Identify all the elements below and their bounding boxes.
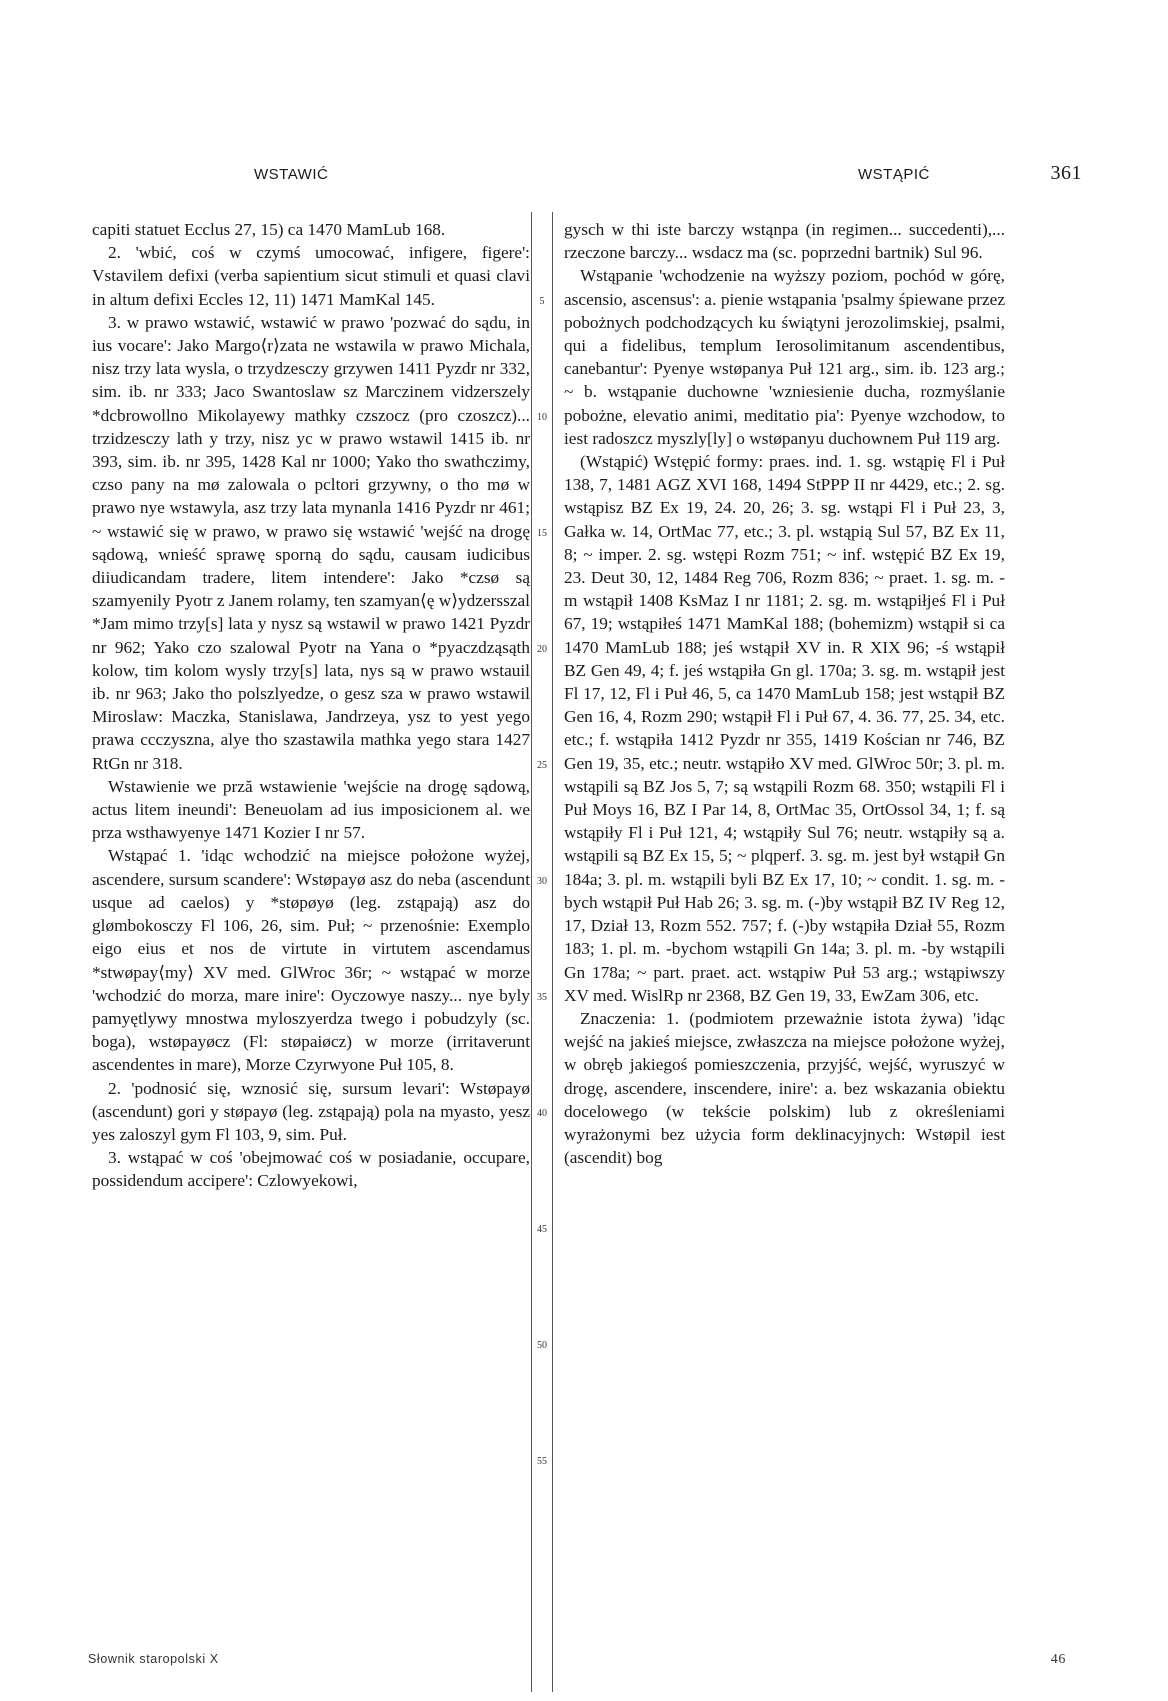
entry-paragraph: (Wstąpić) Wstępić formy: praes. ind. 1. sg. wstąpię Fl i Puł 138, 7, 1481 AGZ XVI 168, 1494 StPPP II nr 4429, etc.; 2. sg. wstąpisz BZ Ex 19, 24. 20, 26; 3. sg. wstąpi Fl i Puł 23, 3, Gałka w. 14, OrtMac 77, etc.; 3. pl. wstąpią Sul 57, BZ Ex 11, 8; ~ imper. 2. sg. wstępi Rozm 751; ~ inf. wstępić BZ Ex 19, 23. Deut 30, 12, 1484 Reg 706, Rozm 836; ~ praet. 1. sg. m. -m wstąpił 1408 KsMaz I nr 1181; 2. sg. m. wstąpiłjeś Fl i Puł 67, 19; wstąpiłeś 1471 MamKal 188; (bohemizm) wstąpił si ca 1470 MamLub 188; jeś wstąpił XV in. R XIX 96; -ś wstąpił BZ Gen 49, 4; f. jeś wstąpiła Gn gl. 170a; 3. sg. m. wstąpił jest Fl 17, 12, Fl i Puł 46, 5, ca 1470 MamLub 158; jest wstąpił BZ Gen 16, 4, Rozm 290; wstąpił Fl i Puł 67, 4. 36. 77, 25. 34, etc. etc.; f. wstąpiła 1412 Pyzdr nr 355, 1419 Kościan nr 746, BZ Gen 19, 35, etc.; neutr. wstąpiło XV med. GlWroc 50r; 3. pl. m. wstąpili są BZ Jos 5, 7; są wstąpili Rozm 68. 350; wstąpili Fl i Puł Moys 16, BZ I Par 14, 8, OrtMac 35, OrtOssol 34, 1; f. są wstąpiły Fl i Puł 121, 4; wstąpiły Sul 76; neutr. wstąpiły są a. wstąpili są BZ Ex 15, 5; ~ plqperf. 3. sg. m. jest był wstąpił Gn 184a; 3. pl. m. wstąpili byli BZ Ex 17, 10; ~ condit. 1. sg. m. -bych wstąpił Puł Hab 26; 3. sg. m. (-)by wstąpił BZ IV Reg 12, 17, Dział 13, Rozm 552. 757; f. (-)by wstąpiła Dział 55, Rozm 183; 1. pl. m. -bychom wstąpili Gn 14a; 3. pl. m. -by wstąpili Gn 178a; ~ part. praet. act. wstąpiw Puł 53 arg.; wstąpiwszy XV med. WislRp nr 2368, BZ Gen 19, 33, EwZam 306, etc.: [564, 452, 1005, 1005]
entry-paragraph: Wstąpać 1. 'idąc wchodzić na miejsce położone wyżej, ascendere, sursum scandere': Wstøpayø asz do neba (ascendunt usque ad caelos) y *støpøyø (leg. zstąpają) asz do glømbokosczy Fl 106, 26, sim. Puł; ~ przenośnie: Exemplo eigo eius et nos de virtute in virtutem ascendamus *stwøpay⟨my⟩ XV med. GlWroc 36r; ~ wstąpać w morze 'wchodzić do morza, mare inire': Oyczowye naszy... nye byly pamyętlywy mnostwa myloszyerdza twego i pobudzyly (sc. boga), wstøpayøcz (Fl: støpaiøcz) w morze (irritaverunt ascendentes in mare), Morze Czyrwyone Puł 105, 8.: [92, 846, 530, 1075]
column-rule-right: [552, 212, 553, 1692]
line-number: 35: [537, 992, 547, 1003]
entry-paragraph: 2. 'podnosić się, wznosić się, sursum levari': Wstøpayø (ascendunt) gori y støpayø (leg. zstąpają) pola na myasto, yesz yes zaloszyl gym Fl 103, 9, sim. Puł.: [92, 1078, 530, 1144]
entry-paragraph: 3. wstąpać w coś 'obejmować coś w posiadanie, occupare, possidendum accipere': Czlowyekowi,: [92, 1148, 530, 1191]
page-number: 361: [1050, 162, 1082, 184]
column-rule-left: [531, 212, 532, 1692]
left-column: [92, 218, 530, 1193]
line-number: 15: [537, 528, 547, 539]
right-column: [564, 218, 1005, 1169]
line-number: 20: [537, 644, 547, 655]
line-number: 55: [537, 1456, 547, 1467]
entry-paragraph: Wstawienie we prză wstawienie 'wejście na drogę sądową, actus litem ineundi': Beneuolam ad ius imposicionem al. we prza wsthawyenye 1471 Kozier I nr 57.: [92, 776, 530, 843]
page-footer: [88, 1652, 1080, 1672]
sheet-number: 46: [1050, 1652, 1066, 1667]
entry-paragraph: 2. 'wbić, coś w czymś umocować, infigere, figere': Vstavilem defixi (verba sapientium sicut stimuli et quasi clavi in altum defixi Eccles 12, 11) 1471 MamKal 145.: [92, 243, 530, 309]
entry-paragraph: capiti statuet Ecclus 27, 15) ca 1470 MamLub 168.: [92, 220, 446, 239]
running-header: [88, 160, 1080, 184]
line-number: 40: [537, 1108, 547, 1119]
line-number: 50: [537, 1340, 547, 1351]
line-number: 45: [537, 1224, 547, 1235]
signature-mark: Słownik staropolski X: [88, 1652, 219, 1666]
left-headword: WSTAWIĆ: [254, 166, 329, 183]
line-number: 25: [537, 760, 547, 771]
entry-paragraph: gysch w thi iste barczy wstąnpa (in regimen... succedenti),... rzeczone barczy... wsdacz ma (sc. poprzedni bartnik) Sul 96.: [564, 220, 1005, 263]
line-number: 30: [537, 876, 547, 887]
line-number: 10: [537, 412, 547, 423]
right-headword: WSTĄPIĆ: [858, 166, 930, 183]
entry-paragraph: Wstąpanie 'wchodzenie na wyższy poziom, pochód w górę, ascensio, ascensus': a. pienie wstąpania 'psalmy śpiewane przez pobożnych podchodzących ku świątyni jerozolimskiej, psalmi, qui a fidelibus, templum Ierosolimitanum ascendentibus, canebantur': Pyenye wstøpanya Puł 121 arg., sim. ib. 123 arg.; ~ b. wstąpanie duchowne 'wzniesienie ducha, rozmyślanie pobożne, elevatio animi, meditatio pia': Pyenye wzchodow, to iest radoszcz myszly[ly] o wstøpanyu duchownem Puł 119 arg.: [564, 266, 1005, 448]
line-number: 5: [539, 296, 545, 307]
entry-paragraph: 3. w prawo wstawić, wstawić w prawo 'pozwać do sądu, in ius vocare': Jako Margo⟨r⟩zata ne wstawila w prawo Michala, nisz trzy lata wysla, o trzydzesczy grzywen 1411 Pyzdr nr 332, sim. ib. nr 333; Jaco Swantoslaw sz Marczinem vidzerszely *dcbrowollno Mikolayewy mathky czszocz (pro czoszcz)... trzidzesczy lath y trzy, nisz yc w prawo wstawil 1415 ib. nr 393, sim. ib. nr 395, 1428 Kal nr 1000; Yako tho swathczimy, czso pany na mø zalowala o pcltori grzywny, o tho mø w prawo nye wstawyla, asz trzy lata mynanla 1416 Pyzdr nr 461; ~ wstawić się w prawo, w prawo się wstawić 'wejść na drogę sądową, wnieść sprawę sporną do sądu, causam iudicibus diiudicandam tradere, litem intendere': Jako *czsø są szamyenily Pyotr z Janem rolamy, ten szamyan⟨ę w⟩ydzersszal *Jam mimo trzy[s] lata y nysz są wstawil w prawo 1421 Pyzdr nr 962; Yako czo szalowal Pyotr na Yana o *pyaczdząsąth kolow, tim kolom wysly trzy[s] lata, nys są w prawo wstauil ib. nr 963; Jako tho polszlyedze, o gesz sza w prawo wstawil Miroslaw: Maczka, Stanislawa, Jandrzeya, ysz to yest yego prawa ccczyszna, alye tho szastawila mathka yego stara 1427 RtGn nr 318.: [92, 312, 530, 773]
entry-paragraph: Znaczenia: 1. (podmiotem przeważnie istota żywa) 'idąc wejść na jakieś miejsce, zwłaszcza na miejsce położone wyżej, w obręb jakiegoś pomieszczenia, przyjść, wejść, wyruszyć w drogę, ascendere, inscendere, inire': a. bez wskazania obiektu docelowego (w tekście polskim) lub z określeniami wyrażonymi bez użycia form deklinacyjnych: Wstøpil iest (ascendit) bog: [564, 1008, 1005, 1168]
